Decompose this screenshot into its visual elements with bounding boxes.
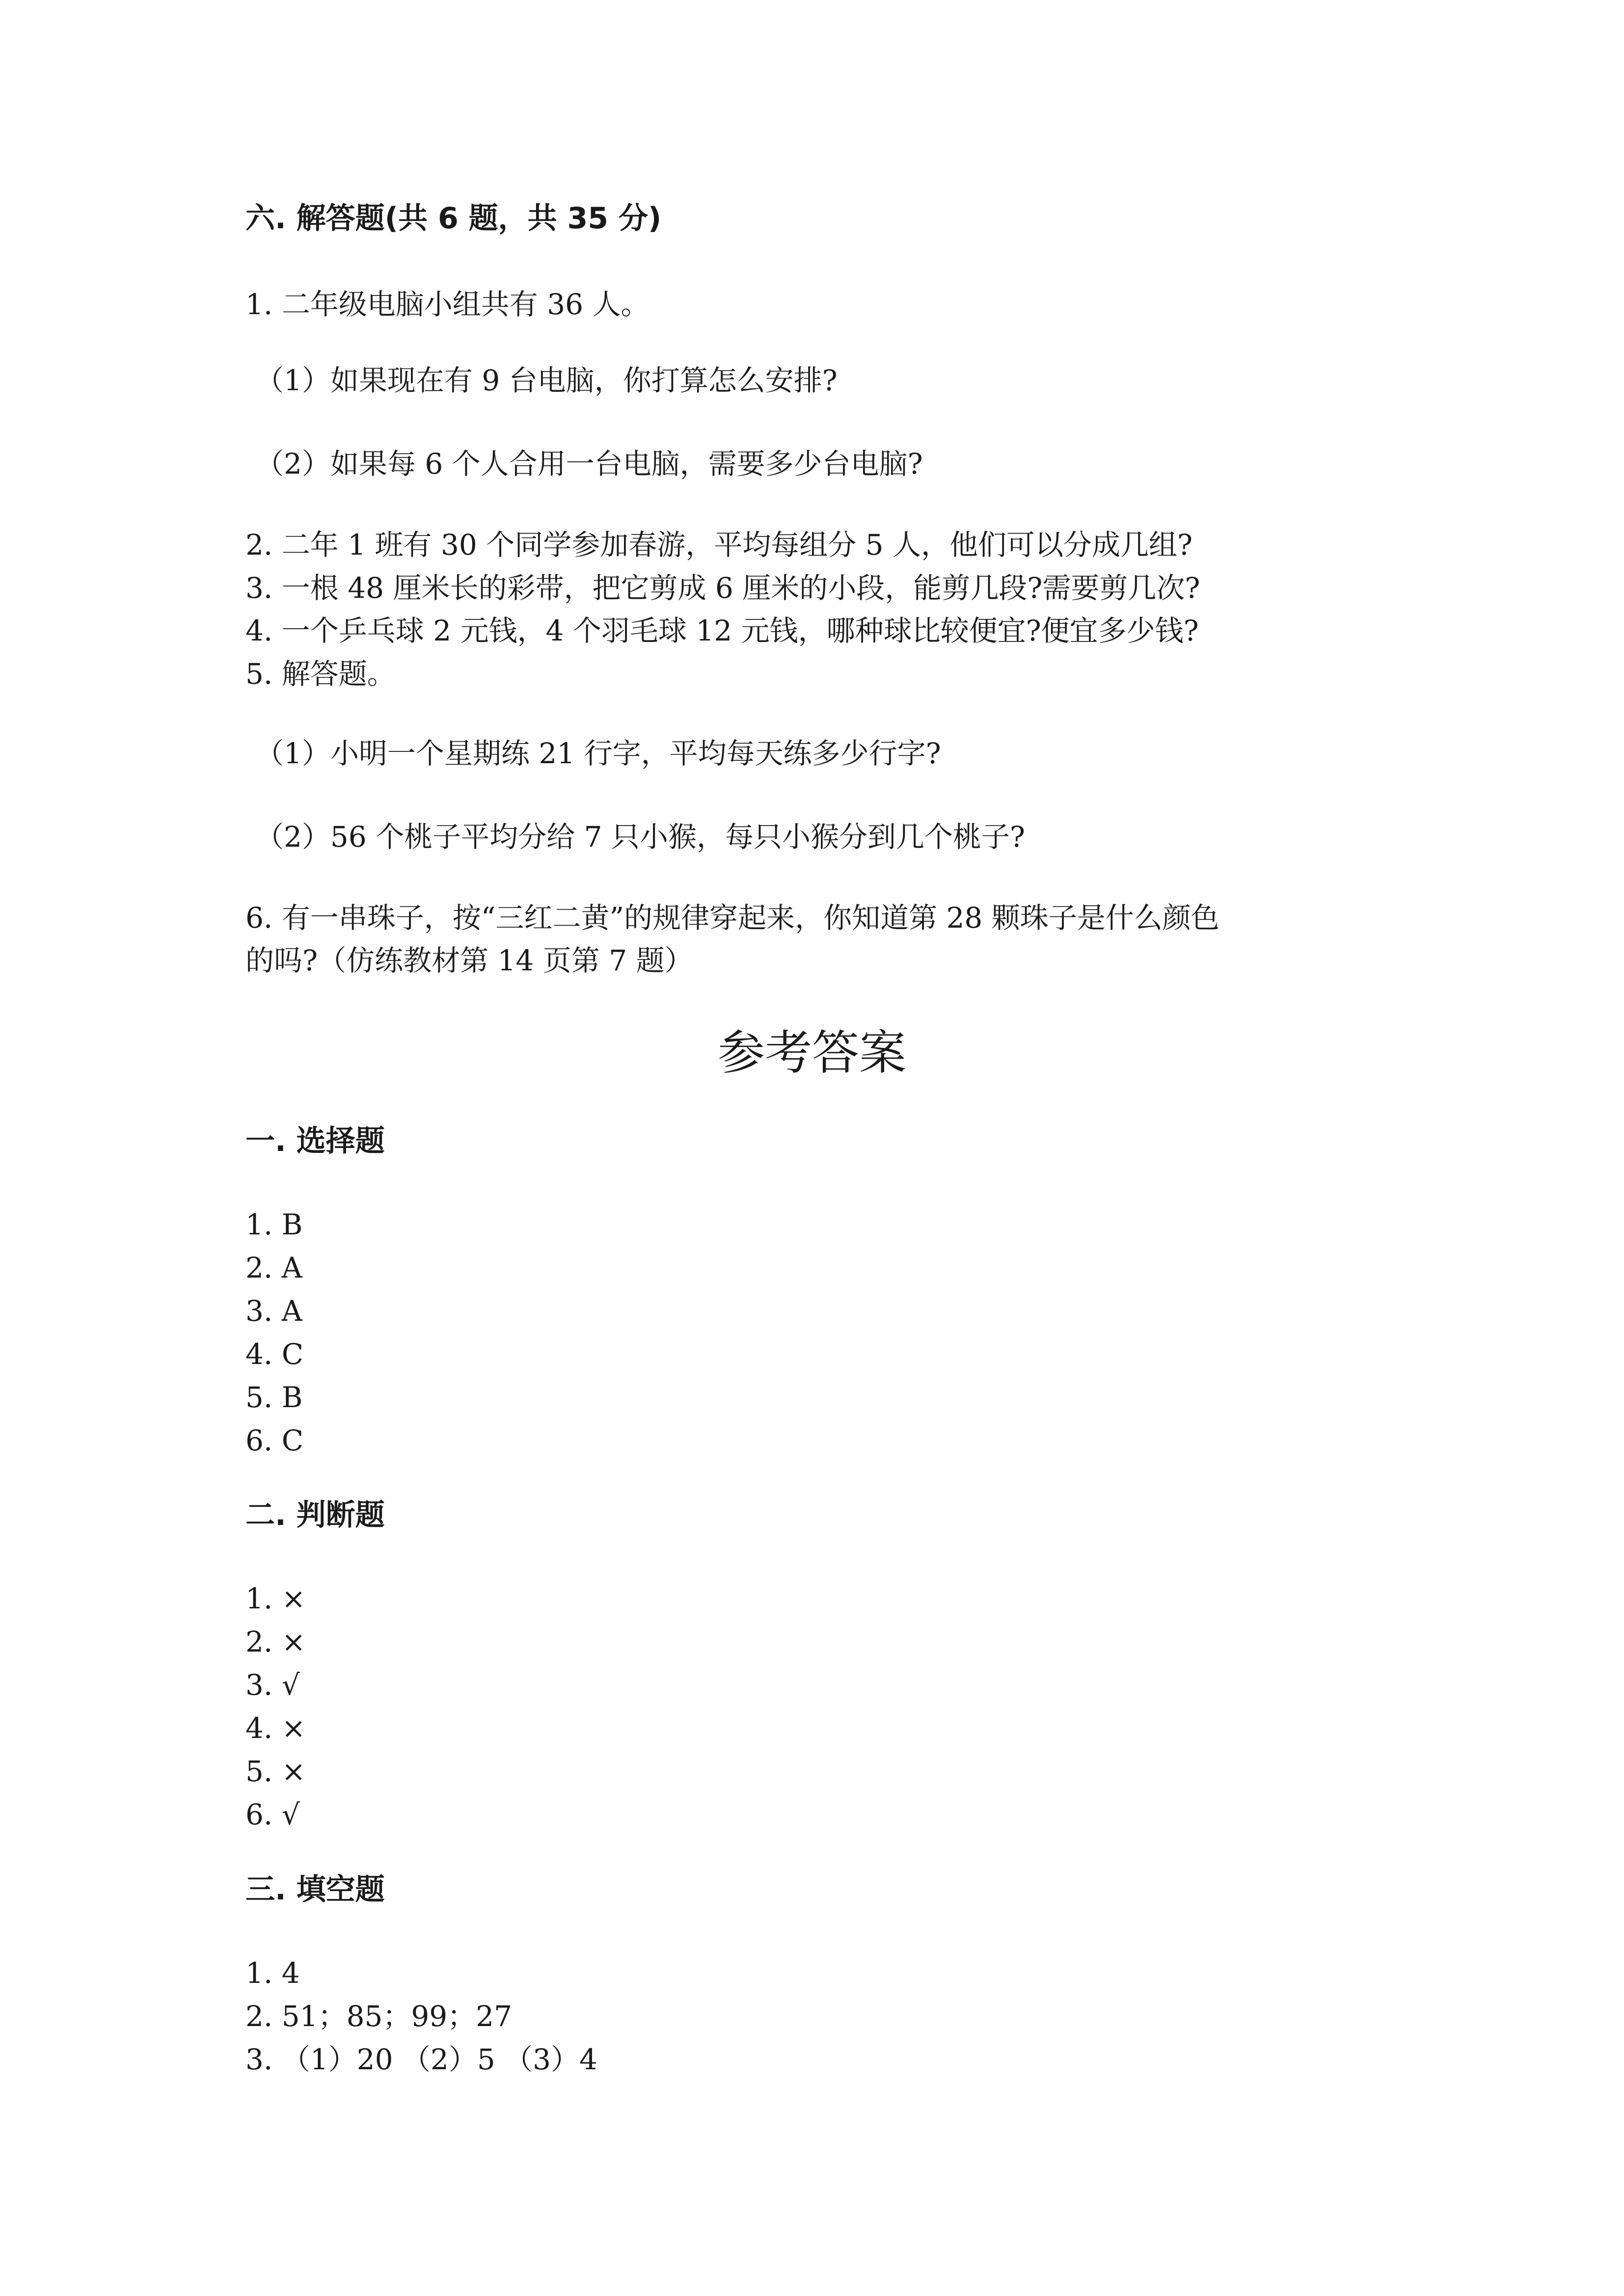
section-heading-answer-questions: 六. 解答题(共 6 题，共 35 分) — [245, 201, 662, 236]
question-5-part-1: （1）小明一个星期练 21 行字，平均每天练多少行字? — [255, 737, 941, 770]
answer-judgement-1: 1. × — [245, 1582, 306, 1615]
answer-section-heading-fill-in: 三. 填空题 — [245, 1872, 385, 1907]
answer-choice-2: 2. A — [245, 1251, 302, 1284]
answer-judgement-5: 5. × — [245, 1755, 306, 1788]
answer-judgement-6: 6. √ — [245, 1798, 300, 1831]
question-4: 4. 一个乒乓球 2 元钱，4 个羽毛球 12 元钱，哪种球比较便宜?便宜多少钱? — [245, 614, 1199, 647]
answer-choice-6: 6. C — [245, 1424, 304, 1457]
question-5-part-2: （2）56 个桃子平均分给 7 只小猴，每只小猴分到几个桃子? — [255, 820, 1026, 854]
answer-choice-4: 4. C — [245, 1337, 304, 1371]
question-3: 3. 一根 48 厘米长的彩带，把它剪成 6 厘米的小段，能剪几段?需要剪几次? — [245, 571, 1200, 605]
question-6-line-1: 6. 有一串珠子，按“三红二黄”的规律穿起来，你知道第 28 颗珠子是什么颜色 — [245, 901, 1219, 934]
question-1-part-2: （2）如果每 6 个人合用一台电脑，需要多少台电脑? — [255, 447, 923, 481]
question-5: 5. 解答题。 — [245, 657, 396, 691]
answer-judgement-4: 4. × — [245, 1711, 306, 1745]
answer-choice-3: 3. A — [245, 1294, 302, 1328]
answer-key-title: 参考答案 — [718, 1025, 906, 1080]
question-1: 1. 二年级电脑小组共有 36 人。 — [245, 288, 650, 321]
answer-fill-1: 1. 4 — [245, 1956, 300, 1990]
question-2: 2. 二年 1 班有 30 个同学参加春游，平均每组分 5 人，他们可以分成几组? — [245, 528, 1193, 561]
answer-fill-2: 2. 51；85；99；27 — [245, 2000, 512, 2033]
question-6-line-2: 的吗?（仿练教材第 14 页第 7 题） — [245, 944, 693, 977]
question-1-part-1: （1）如果现在有 9 台电脑，你打算怎么安排? — [255, 364, 838, 397]
answer-judgement-3: 3. √ — [245, 1668, 300, 1702]
answer-section-heading-choice: 一. 选择题 — [245, 1124, 385, 1158]
answer-choice-1: 1. B — [245, 1208, 303, 1241]
answer-judgement-2: 2. × — [245, 1625, 306, 1658]
answer-fill-3: 3. （1）20 （2）5 （3）4 — [245, 2043, 597, 2076]
answer-section-heading-judgement: 二. 判断题 — [245, 1498, 385, 1532]
answer-choice-5: 5. B — [245, 1381, 303, 1414]
